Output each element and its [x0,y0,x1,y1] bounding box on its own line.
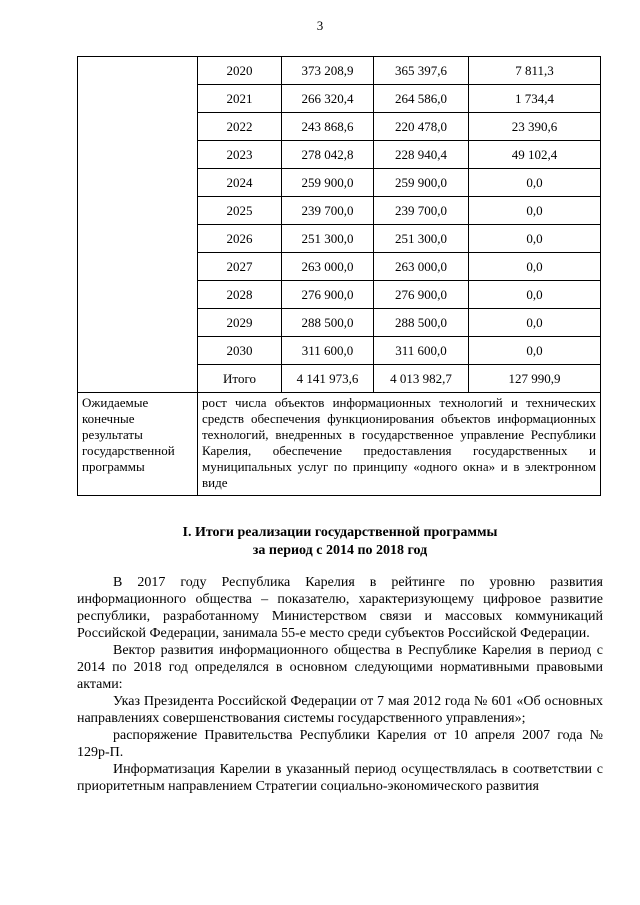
paragraph: Указ Президента Российской Федерации от 7 мая 2012 года № 601 «Об основных направлениях совершенствования системы государственного управления»; [77,694,603,726]
totals-budget: 4 013 982,7 [374,365,469,393]
financing-table [77,56,601,496]
total-cell: 263 000,0 [282,253,374,281]
year-cell: 2024 [198,169,282,197]
page-number: 3 [316,18,324,33]
budget-cell: 288 500,0 [374,309,469,337]
results-label: Ожидаемые конечные результаты государственной программы [78,393,198,496]
year-cell: 2026 [198,225,282,253]
budget-cell: 365 397,6 [374,57,469,85]
budget-cell: 239 700,0 [374,197,469,225]
budget-cell: 220 478,0 [374,113,469,141]
total-cell: 259 900,0 [282,169,374,197]
paragraph: распоряжение Правительства Республики Карелия от 10 апреля 2007 года № 129р-П. [77,728,603,760]
extra-cell: 0,0 [469,253,601,281]
extra-cell: 0,0 [469,281,601,309]
year-cell: 2021 [198,85,282,113]
paragraph: В 2017 году Республика Карелия в рейтинге по уровню развития информационного общества – показателю, характеризующему цифровое развитие республики, разработанному Министерством связи и массовых коммуникаций Российской Федерации, занимала 55-е место среди субъектов Российской Федерации. [77,575,603,641]
budget-cell: 228 940,4 [374,141,469,169]
extra-cell: 49 102,4 [469,141,601,169]
extra-cell: 1 734,4 [469,85,601,113]
section-title-line1: I. Итоги реализации государственной программы [182,525,498,540]
extra-cell: 0,0 [469,169,601,197]
results-row [78,393,601,496]
extra-cell: 7 811,3 [469,57,601,85]
section-title [77,524,603,560]
paragraph: Информатизация Карелии в указанный период осуществлялась в соответствии с приоритетным направлением Стратегии социально-экономического развития [77,762,603,794]
extra-cell: 0,0 [469,225,601,253]
results-text: рост числа объектов информационных технологий и технических средств обеспечения функционирования объектов информационных технологий, внедренных в государственное управление Республики Карелия, обеспечение предоставления государственных и муниципальных услуг по принципу «одного окна» и в электронном виде [198,393,601,496]
body-text [77,574,603,795]
year-cell: 2028 [198,281,282,309]
year-cell: 2023 [198,141,282,169]
budget-cell: 311 600,0 [374,337,469,365]
budget-cell: 276 900,0 [374,281,469,309]
table-row [78,57,601,85]
extra-cell: 0,0 [469,309,601,337]
extra-cell: 0,0 [469,197,601,225]
year-cell: 2029 [198,309,282,337]
year-cell: 2025 [198,197,282,225]
total-cell: 239 700,0 [282,197,374,225]
total-cell: 278 042,8 [282,141,374,169]
financing-table-body [78,57,601,393]
year-cell: 2020 [198,57,282,85]
extra-cell: 0,0 [469,337,601,365]
blank-cell [78,57,198,393]
total-cell: 251 300,0 [282,225,374,253]
paragraph: Вектор развития информационного общества в Республике Карелия в период с 2014 по 2018 год определялся в основном следующими нормативными правовыми актами: [77,643,603,692]
section-title-line2: за период с 2014 по 2018 год [252,543,428,558]
total-cell: 373 208,9 [282,57,374,85]
extra-cell: 23 390,6 [469,113,601,141]
totals-total: 4 141 973,6 [282,365,374,393]
year-cell: 2027 [198,253,282,281]
budget-cell: 263 000,0 [374,253,469,281]
total-cell: 288 500,0 [282,309,374,337]
budget-cell: 259 900,0 [374,169,469,197]
budget-cell: 264 586,0 [374,85,469,113]
totals-label: Итого [198,365,282,393]
total-cell: 276 900,0 [282,281,374,309]
year-cell: 2022 [198,113,282,141]
budget-cell: 251 300,0 [374,225,469,253]
total-cell: 266 320,4 [282,85,374,113]
total-cell: 243 868,6 [282,113,374,141]
total-cell: 311 600,0 [282,337,374,365]
totals-extra: 127 990,9 [469,365,601,393]
year-cell: 2030 [198,337,282,365]
